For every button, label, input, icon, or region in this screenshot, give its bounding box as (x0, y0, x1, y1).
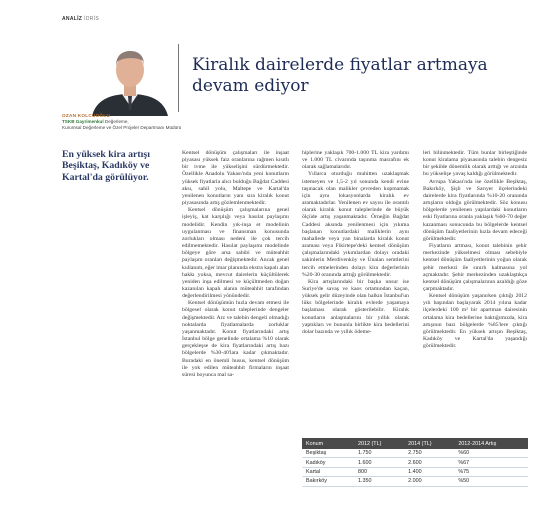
paragraph: Kira artışlarındaki bir başka unsur ise Suriye'de savaş ve kaos ortamından kaçan, yüksek gelir düzeyinde olan halkın İstanbul'un lüks bölgelerinde kiralık evlerde yaşamaya başlaması olarak gösterilebilir. Kiralık konutların anlaşmalarını bir yıllık olarak yaptıkları ve bununla birlikte kira bedellerini dolar bazında ve yıllık ödeme- (302, 278, 409, 335)
table-header-row (302, 438, 528, 449)
headline: Kiralık dairelerde fiyatlar artmaya devam ediyor (192, 55, 488, 97)
paragraph: Yıllarca oturduğu muhitten uzaklaşmak istemeyen ve 1,5-2 yıl sonunda kendi evine taşınacak olan malikler çevreden kopmamak için aynı lokasyonlarda kiralık ev aramaktadırlar. Yenilenen ev sayısı ile orantılı olarak kiralık konut taleplerinde de büyük ölçüde artış yaşanmaktadır. Örneğin Bağdat Caddesi aksında yenilenmesi için yıkıma başlanan konutlardaki maliklerin aynı mahallede veya yan binalarda kiralık konut araması veya Fikirtepe'deki kentsel dönüşüm çalışmalarındaki yıkımlardan dolayı oradaki sakinlerin Merdivenköy ve Ünalan semtlerini tercih etmelerinden dolayı kira değerlerinin %20-30 oranında arttığı görülmektedir. (302, 171, 409, 278)
author-block (62, 113, 181, 132)
section-label: ANALİZ (62, 16, 83, 22)
table-cell: %60 (458, 450, 470, 457)
table-cell: 1.600 (358, 459, 372, 466)
section-tag (62, 16, 99, 22)
paragraph: Kentsel dönüşüm yaşanırken çıktığı 2012 yılı başından başlayarak 2014 yılına kadar ilçelerdeki 100 m² bir apartman dairesinin ortalama kira bedellerine baktığımızda, kira artışının bazı bölgelerde %85'lere çıktığı görülmektedir. En yüksek artışın Beşiktaş, Kadıköy ve Kartal'da yaşandığı görülmektedir. (423, 293, 527, 350)
table-cell: %67 (458, 459, 470, 466)
table-header-cell: Konum (302, 438, 354, 449)
table-cell: 2.000 (408, 478, 422, 485)
table-cell: 1.750 (358, 450, 372, 457)
table-cell: Beşiktaş (306, 450, 327, 457)
table-header-cell: 2014 (TL) (404, 438, 454, 449)
author-photo (88, 40, 172, 116)
table-row (302, 467, 528, 476)
table-cell: Kadıköy (306, 459, 326, 466)
table-cell: 800 (358, 468, 367, 475)
paragraph: Kentsel dönüşüm çalışmalarına genel işleyiş, kat karşılığı veya hasılat paylaşımı modelidir. Kendin yık-inşa et modelinin uygulanması ve finansman konusunda zorlukları olması nedeni ile çok tercih edilmemektedir. Hasılat paylaşımı modelinde bölgeye göre arsa sahibi ve müteahhit paylaşım oranları değişmektedir. Ancak genel kullanım, eğer imar planında ekstra kapalı alan hakkı yoksa, mevcut dairelerin küçültülerek yeniden inşa edilmesi ve küçültmeden doğan kazanılan kapalı alanın müteahhit tarafından değerlendirilmesi yönündedir. (182, 207, 289, 300)
section-sub-label: İDRİS (84, 16, 99, 22)
table-cell: Bakırköy (306, 478, 327, 485)
table-row (302, 477, 528, 486)
rent-table (302, 438, 528, 487)
table-cell: %50 (458, 478, 470, 485)
table-header-cell: 2012 (TL) (354, 438, 404, 449)
paragraph: Avrupa Yakası'nda ise özellikle Beşiktaş, Bakırköy, Şişli ve Sarıyer ilçelerindeki dairelerde kira fiyatlarında %10-20 oranında artışların olduğu görülmektedir. Söz konusu bölgelerde yenilenen yapılardaki konutların eski fiyatlarına oranla yaklaşık %60-70 değer kazanması sonucunda bu bölgelerde kentsel dönüşüm faaliyetlerinin hızla devam edeceği görülmektedir. (423, 178, 527, 242)
author-role: Değerleme, (104, 119, 129, 125)
paragraph: Kentsel dönüşümün hızla devam etmesi ile bölgesel olarak konut taleplerinde dengeler değişmektedir. Arz ve talebin dengeli olmadığı noktalarda fiyatlamalarda zorluklar yaşanmaktadır. Konut fiyatlarındaki artış İstanbul bölge genelinde ortalama %10 olarak gerçekleşse de kira fiyatlarındaki artış bazı bölgelerde %30-40'lara kadar çıkmaktadır. Buradaki en önemli husus, kentsel dönüşüm ile yok edilen müteahhit firmaların inşaat süresi boyunca mal sa- (182, 300, 289, 378)
table-row (302, 449, 528, 458)
table-header-cell: 2012-2014 Artış (454, 438, 528, 449)
paragraph: Kentsel dönüşüm çalışmaları ile inşaat piyasası yüksek faiz oranlarına rağmen kısıtlı bir ivme ile yükselişini sürdürmektedir. Özellikle Anadolu Yakası'nda yeni konutların yüksek fiyatlarla alıcı bulduğu Bağdat Caddesi aksı, sahil yolu, Maltepe ve Kartal'da yenilenen konutların yanı sıra kiralık konut piyasasında artış gözlemlenmektedir. (182, 150, 289, 207)
table-cell: %75 (458, 468, 470, 475)
author-department: Kurumsal Değerleme ve Özel Projeler Departmanı Müdürü (62, 125, 182, 131)
table-cell: 1.350 (358, 478, 372, 485)
paragraph: leri bilinmektedir. Tüm bunlar birleştiğinde konut kiralama piyasasında talebin dengesiz bir şekilde dönemlik olarak arttığı ve arzında bu yükselişe yavaş kaldığı görülmektedir. (423, 150, 527, 178)
body-column-2 (302, 150, 409, 406)
table-cell: Kartal (306, 468, 321, 475)
body-column-1 (182, 150, 289, 514)
pull-quote: En yüksek kira artışı Beşiktaş, Kadıköy ve Kartal'da görülüyor. (62, 149, 150, 183)
author-name: OZAN KOLCUOĞLU (62, 113, 111, 118)
table-row (302, 458, 528, 467)
table-cell: 1.400 (408, 468, 422, 475)
paragraph: hiplerine yaklaşık 700-1.000 TL kira yardımı ve 1.000 TL civarında taşınma masrafını ek olarak sağlamalarıdır. (302, 150, 409, 171)
author-org: TSKB Gayrimenkul (62, 119, 104, 125)
table-cell: 2.750 (408, 450, 422, 457)
divider (178, 44, 179, 112)
paragraph: Fiyatların artması, konut talebinin şehir merkezinde yükselmesi olması sebebiyle kentsel dönüşüm faaliyetlerinin yoğun olarak şehir merkezi ile sınırlı kalmasına yol açmaktadır. Şehir merkezinden uzaklaştıkça kentsel dönüşüm çalışmalarının azaldığı göze çarpmaktadır. (423, 243, 527, 292)
table-cell: 2.600 (408, 459, 422, 466)
